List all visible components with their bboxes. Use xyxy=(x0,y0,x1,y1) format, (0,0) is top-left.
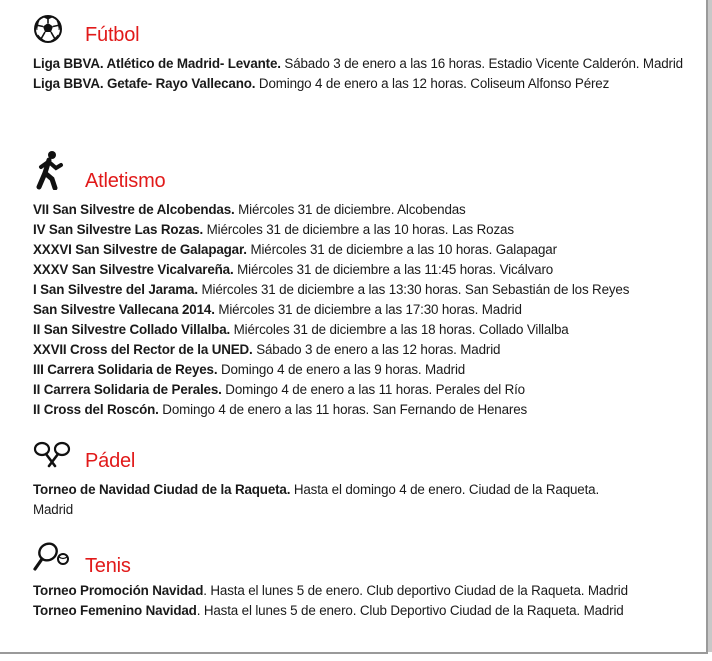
list-item xyxy=(33,300,705,320)
event-list xyxy=(33,480,613,520)
event-details: Miércoles 31 de diciembre a las 10 horas. Las Rozas xyxy=(203,222,514,237)
section-padel xyxy=(33,440,705,520)
event-details: Sábado 3 de enero a las 16 horas. Estadio Vicente Calderón. Madrid xyxy=(280,56,683,71)
section-atletismo xyxy=(33,150,705,420)
event-name: IV San Silvestre Las Rozas. xyxy=(33,222,204,237)
event-details: Domingo 4 de enero a las 12 horas. Coliseum Alfonso Pérez xyxy=(255,76,610,91)
event-name: II Carrera Solidaria de Perales. xyxy=(33,382,222,397)
event-details: Domingo 4 de enero a las 11 horas. Perales del Río xyxy=(221,382,525,397)
event-name: II Cross del Roscón. xyxy=(33,402,159,417)
event-name: I San Silvestre del Jarama. xyxy=(33,282,198,297)
section-header xyxy=(33,14,705,54)
event-name: VII San Silvestre de Alcobendas. xyxy=(33,202,235,217)
event-name: XXVII Cross del Rector de la UNED. xyxy=(33,342,253,357)
event-details: Miércoles 31 de diciembre. Alcobendas xyxy=(234,202,466,217)
event-name: Torneo Femenino Navidad xyxy=(33,603,197,618)
event-list xyxy=(33,54,705,94)
list-item xyxy=(33,240,705,260)
list-item xyxy=(33,260,705,280)
event-details: . Hasta el lunes 5 de enero. Club Deportivo Ciudad de la Raqueta. Madrid xyxy=(196,603,624,618)
list-item xyxy=(33,400,705,420)
list-item xyxy=(33,74,705,94)
section-tenis xyxy=(33,541,705,621)
event-name: II San Silvestre Collado Villalba. xyxy=(33,322,231,337)
event-name: Torneo Promoción Navidad xyxy=(33,583,204,598)
event-details: Domingo 4 de enero a las 11 horas. San Fernando de Henares xyxy=(158,402,528,417)
event-details: Hasta el domingo 4 de enero. Ciudad de la Raqueta. Madrid xyxy=(33,482,600,517)
list-item xyxy=(33,320,705,340)
event-details: Domingo 4 de enero a las 9 horas. Madrid xyxy=(217,362,466,377)
event-name: III Carrera Solidaria de Reyes. xyxy=(33,362,218,377)
section-header xyxy=(33,541,705,581)
list-item xyxy=(33,480,613,520)
event-list xyxy=(33,581,705,621)
event-name: Liga BBVA. Atlético de Madrid- Levante. xyxy=(33,56,281,71)
event-details: Miércoles 31 de diciembre a las 18 horas. Collado Villalba xyxy=(230,322,569,337)
event-details: Miércoles 31 de diciembre a las 11:45 horas. Vicálvaro xyxy=(233,262,554,277)
list-item xyxy=(33,380,705,400)
list-item xyxy=(33,601,705,621)
section-title: Fútbol xyxy=(85,24,140,46)
event-details: Miércoles 31 de diciembre a las 17:30 horas. Madrid xyxy=(214,302,522,317)
section-title: Pádel xyxy=(85,450,136,472)
event-name: XXXV San Silvestre Vicalvareña. xyxy=(33,262,234,277)
padel-rackets-icon xyxy=(33,440,71,475)
list-item xyxy=(33,54,705,74)
soccer-ball-icon xyxy=(33,14,63,49)
event-details: Miércoles 31 de diciembre a las 10 horas. Galapagar xyxy=(246,242,557,257)
list-item xyxy=(33,581,705,601)
event-name: Liga BBVA. Getafe- Rayo Vallecano. xyxy=(33,76,256,91)
list-item xyxy=(33,200,705,220)
event-details: . Hasta el lunes 5 de enero. Club deportivo Ciudad de la Raqueta. Madrid xyxy=(203,583,628,598)
section-title: Tenis xyxy=(85,555,131,577)
event-name: San Silvestre Vallecana 2014. xyxy=(33,302,215,317)
tennis-racket-icon xyxy=(33,541,71,578)
event-list xyxy=(33,200,705,420)
list-item xyxy=(33,280,705,300)
list-item xyxy=(33,360,705,380)
event-name: Torneo de Navidad Ciudad de la Raqueta. xyxy=(33,482,291,497)
section-header xyxy=(33,150,705,200)
section-header xyxy=(33,440,705,480)
section-futbol xyxy=(33,14,705,94)
runner-icon xyxy=(33,150,65,195)
section-title: Atletismo xyxy=(85,170,166,192)
event-details: Miércoles 31 de diciembre a las 13:30 horas. San Sebastián de los Reyes xyxy=(197,282,630,297)
event-details: Sábado 3 de enero a las 12 horas. Madrid xyxy=(252,342,501,357)
event-name: XXXVI San Silvestre de Galapagar. xyxy=(33,242,247,257)
list-item xyxy=(33,340,705,360)
list-item xyxy=(33,220,705,240)
